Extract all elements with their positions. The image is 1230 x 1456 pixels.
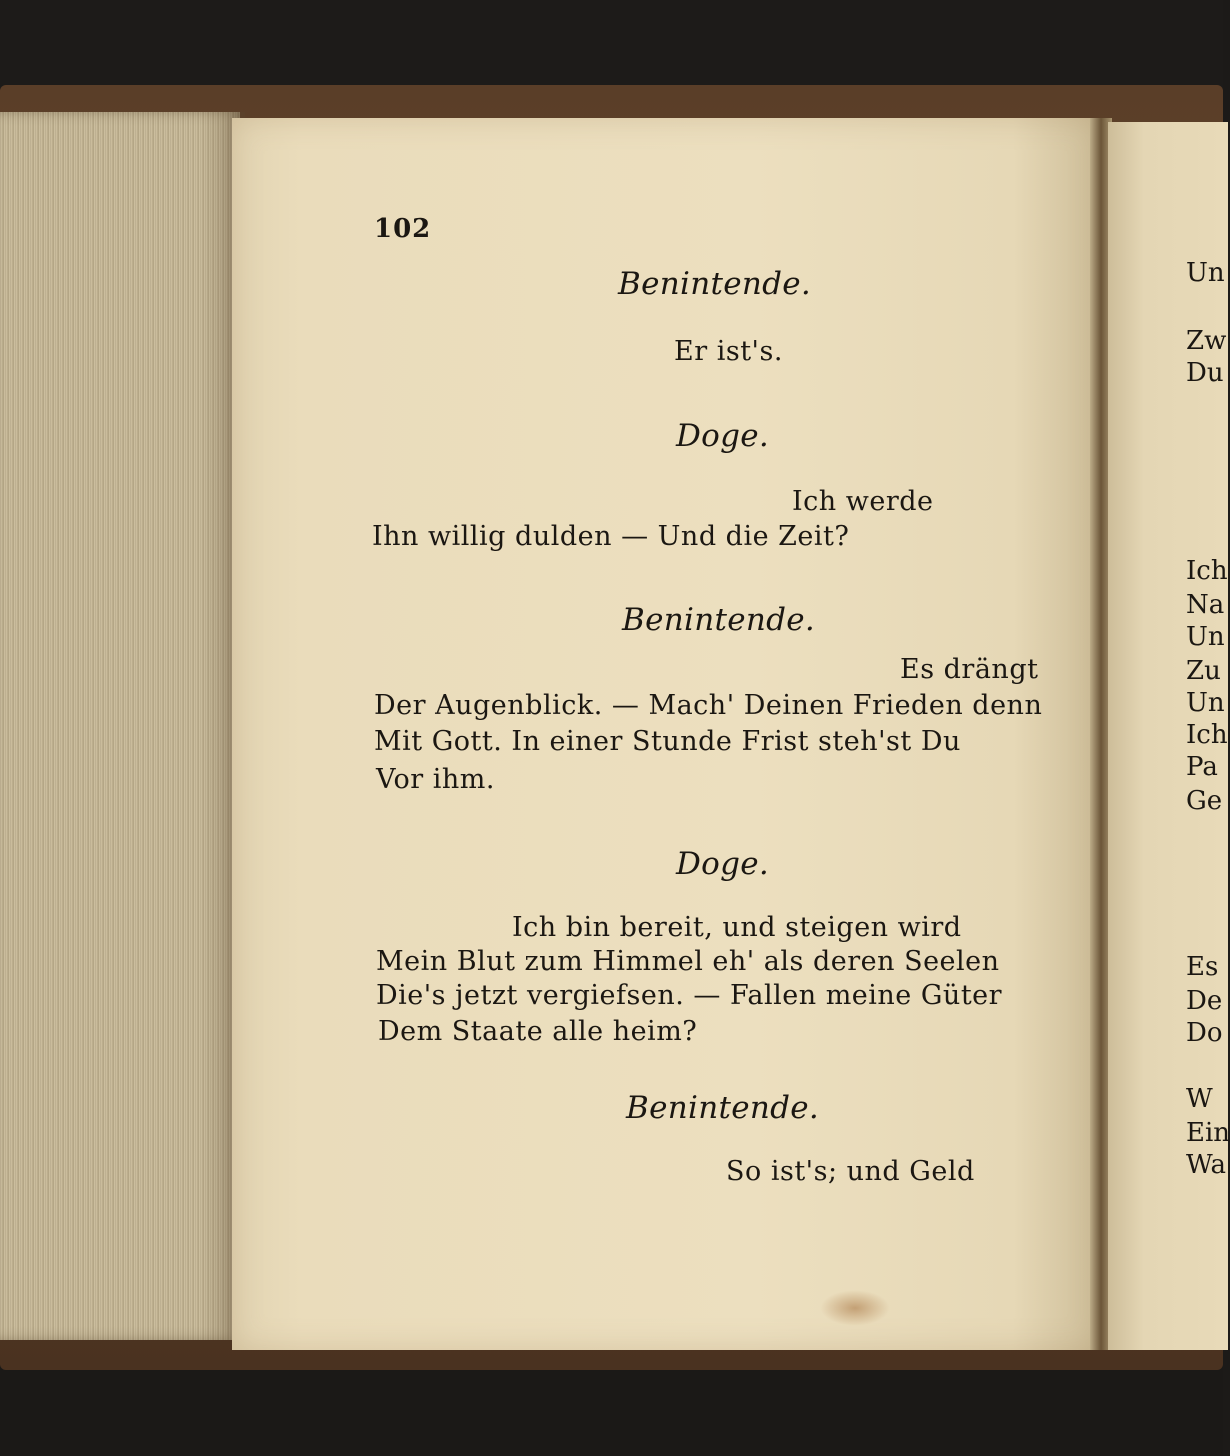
verse-line: Die's jetzt vergiefsen. — Fallen meine Güter — [376, 980, 1003, 1011]
page-stain — [820, 1290, 890, 1326]
right-page-fragment: Un — [1186, 622, 1225, 652]
right-page-fragment: Ge — [1186, 786, 1223, 816]
right-page-fragment: Zu — [1186, 656, 1221, 686]
speaker-heading: Benintende. — [618, 266, 812, 302]
speaker-heading: Benintende. — [622, 602, 816, 638]
show-through — [350, 262, 1070, 264]
right-page-fragment: Es — [1186, 952, 1219, 982]
right-page-fragment: Ich — [1186, 720, 1228, 750]
right-page-fragment: Do — [1186, 1018, 1223, 1048]
verse-line: Es drängt — [900, 654, 1039, 685]
background-bottom — [0, 1360, 1223, 1456]
verse-line: Ich bin bereit, und steigen wird — [512, 912, 962, 943]
verse-line: Vor ihm. — [376, 764, 495, 795]
verse-line: So ist's; und Geld — [726, 1156, 975, 1187]
right-page-fragment: Du — [1186, 358, 1224, 388]
verse-line: Der Augenblick. — Mach' Deinen Frieden denn — [374, 690, 1043, 721]
speaker-heading: Doge. — [676, 418, 770, 454]
verse-line: Er ist's. — [674, 336, 783, 367]
right-page-fragment: De — [1186, 986, 1223, 1016]
verse-line: Mein Blut zum Himmel eh' als deren Seelen — [376, 946, 1000, 977]
page-number: 102 — [374, 214, 432, 244]
right-page-fragment: Ich — [1186, 556, 1228, 586]
verse-line: Ich werde — [792, 486, 934, 517]
speaker-heading: Doge. — [676, 846, 770, 882]
right-page-fragment: Wa — [1186, 1150, 1226, 1180]
right-page-fragment: Un — [1186, 258, 1225, 288]
verse-line: Mit Gott. In einer Stunde Frist steh'st Du — [374, 726, 961, 757]
right-page-fragment: Pa — [1186, 752, 1218, 782]
speaker-heading: Benintende. — [626, 1090, 820, 1126]
right-page-fragment: Un — [1186, 688, 1225, 718]
verse-line: Ihn willig dulden — Und die Zeit? — [372, 521, 850, 552]
right-page-fragment: Zw — [1186, 326, 1227, 356]
right-page-fragment: W — [1186, 1084, 1213, 1114]
right-page-fragment: Na — [1186, 590, 1225, 620]
verse-line: Dem Staate alle heim? — [378, 1016, 698, 1047]
right-page-fragment: Ein — [1186, 1118, 1230, 1148]
background-top — [0, 0, 1223, 90]
